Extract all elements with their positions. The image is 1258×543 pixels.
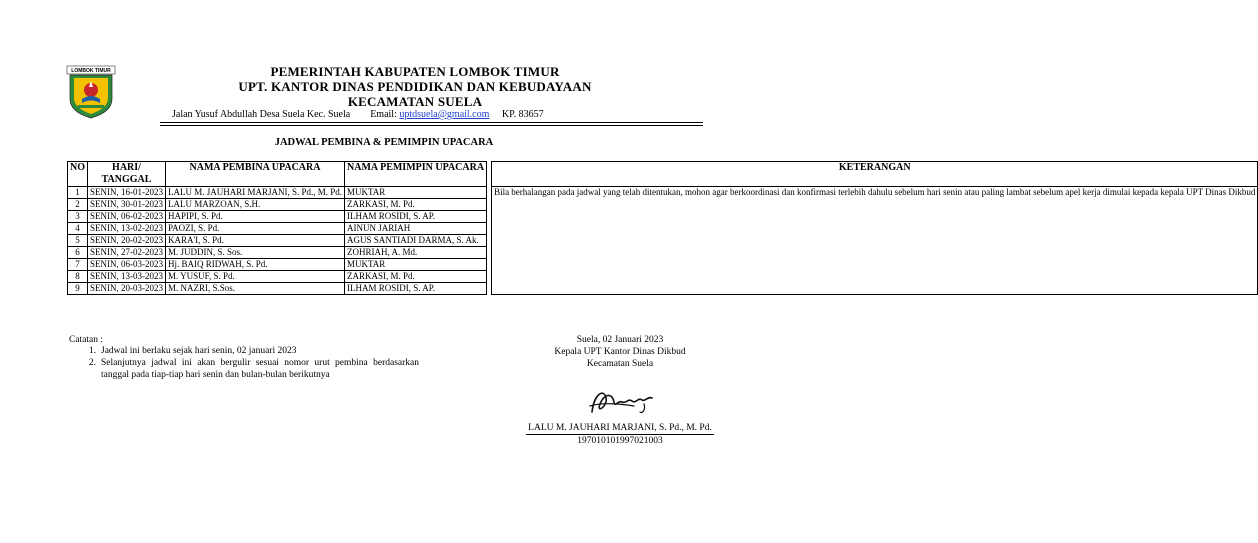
- row-date: SENIN, 06-03-2023: [88, 259, 166, 271]
- note-number: 1.: [88, 346, 96, 356]
- row-date: SENIN, 13-02-2023: [88, 223, 166, 235]
- row-pemimpin: AGUS SANTIADI DARMA, S. Ak.: [345, 235, 487, 247]
- row-pembina: M. NAZRI, S.Sos.: [166, 283, 345, 295]
- address: Jalan Yusuf Abdullah Desa Suela Kec. Suela: [172, 109, 351, 120]
- header-pemimpin: NAMA PEMIMPIN UPACARA: [345, 162, 487, 187]
- table-row: [68, 187, 1258, 199]
- letterhead-district: KECAMATAN SUELA: [347, 94, 483, 109]
- row-pembina: Hj. BAIQ RIDWAH, S. Pd.: [166, 259, 345, 271]
- row-pemimpin: ZARKASI, M. Pd.: [345, 199, 487, 211]
- notes-list: [69, 345, 419, 381]
- note-text: Jadwal ini berlaku sejak hari senin, 02 januari 2023: [101, 346, 297, 356]
- header-no: NO: [68, 162, 88, 187]
- row-pembina: M. YUSUF, S. Pd.: [166, 271, 345, 283]
- letterhead-rule-thick: [160, 122, 703, 123]
- letterhead: [160, 64, 670, 109]
- row-no: 1: [68, 187, 88, 199]
- postal-code: KP. 83657: [501, 109, 544, 120]
- signer-block: [520, 423, 720, 447]
- letterhead-rule-thin: [160, 125, 703, 126]
- schedule-table: [67, 161, 1258, 295]
- header-pembina: NAMA PEMBINA UPACARA: [166, 162, 345, 187]
- list-item: [69, 357, 419, 381]
- signature-block: [520, 334, 720, 370]
- row-date: SENIN, 20-03-2023: [88, 283, 166, 295]
- row-pemimpin: AINUN JARIAH: [345, 223, 487, 235]
- keterangan-note: Bila berhalangan pada jadwal yang telah ditentukan, mohon agar berkoordinasi dan konfirmasi terlebih dahulu sebelum hari senin atau paling lambat sebelum apel kerja dimulai kepada kepala UPT Dinas Dikbud: [492, 187, 1258, 295]
- header-keterangan: KETERANGAN: [492, 162, 1258, 187]
- note-text: Selanjutnya jadwal ini akan bergulir sesuai nomor urut pembina berdasarkan tanggal pada tiap-tiap hari senin dan bulan-bulan berikutnya: [101, 358, 419, 380]
- sign-position-district: Kecamatan Suela: [586, 359, 654, 369]
- row-pembina: HAPIPI, S. Pd.: [166, 211, 345, 223]
- row-pemimpin: ZOHRIAH, A. Md.: [345, 247, 487, 259]
- row-no: 6: [68, 247, 88, 259]
- email-link[interactable]: uptdsuela@gmail.com: [399, 109, 490, 120]
- signer-name: LALU M. JAUHARI MARJANI, S. Pd., M. Pd.: [528, 423, 712, 433]
- row-date: SENIN, 20-02-2023: [88, 235, 166, 247]
- row-no: 8: [68, 271, 88, 283]
- notes-label: Catatan :: [69, 335, 104, 345]
- row-date: SENIN, 06-02-2023: [88, 211, 166, 223]
- row-pemimpin: MUKTAR: [345, 187, 487, 199]
- email-label: Email:: [370, 109, 397, 120]
- row-pembina: PAOZI, S. Pd.: [166, 223, 345, 235]
- row-no: 9: [68, 283, 88, 295]
- row-date: SENIN, 30-01-2023: [88, 199, 166, 211]
- emblem-label: LOMBOK TIMUR: [71, 68, 111, 74]
- handwritten-signature: [582, 384, 662, 420]
- letterhead-office: UPT. KANTOR DINAS PENDIDIKAN DAN KEBUDAYAAN: [238, 79, 592, 94]
- sign-place-date: Suela, 02 Januari 2023: [576, 335, 664, 345]
- row-no: 7: [68, 259, 88, 271]
- row-pembina: LALU MARZOAN, S.H.: [166, 199, 345, 211]
- row-pembina: LALU M. JAUHARI MARJANI, S. Pd., M. Pd.: [166, 187, 345, 199]
- row-pemimpin: MUKTAR: [345, 259, 487, 271]
- header-date: HARI/ TANGGAL: [88, 162, 166, 187]
- letterhead-government: PEMERINTAH KABUPATEN LOMBOK TIMUR: [270, 64, 560, 79]
- row-pembina: M. JUDDIN, S. Sos.: [166, 247, 345, 259]
- row-no: 3: [68, 211, 88, 223]
- signer-nip: 197010101997021003: [577, 436, 663, 446]
- list-item: [69, 345, 419, 357]
- sign-position: Kepala UPT Kantor Dinas Dikbud: [554, 347, 686, 357]
- row-no: 5: [68, 235, 88, 247]
- letterhead-address-line: [172, 109, 544, 120]
- document-title: JADWAL PEMBINA & PEMIMPIN UPACARA: [274, 137, 494, 148]
- row-pemimpin: ZARKASI, M. Pd.: [345, 271, 487, 283]
- row-pemimpin: ILHAM ROSIDI, S. AP.: [345, 211, 487, 223]
- row-date: SENIN, 13-03-2023: [88, 271, 166, 283]
- row-pemimpin: ILHAM ROSIDI, S. AP.: [345, 283, 487, 295]
- note-number: 2.: [88, 358, 96, 368]
- row-no: 4: [68, 223, 88, 235]
- lombok-timur-emblem: [66, 65, 116, 119]
- row-no: 2: [68, 199, 88, 211]
- row-date: SENIN, 16-01-2023: [88, 187, 166, 199]
- row-pembina: KARA'I, S. Pd.: [166, 235, 345, 247]
- row-date: SENIN, 27-02-2023: [88, 247, 166, 259]
- table-header-row: [68, 162, 1258, 187]
